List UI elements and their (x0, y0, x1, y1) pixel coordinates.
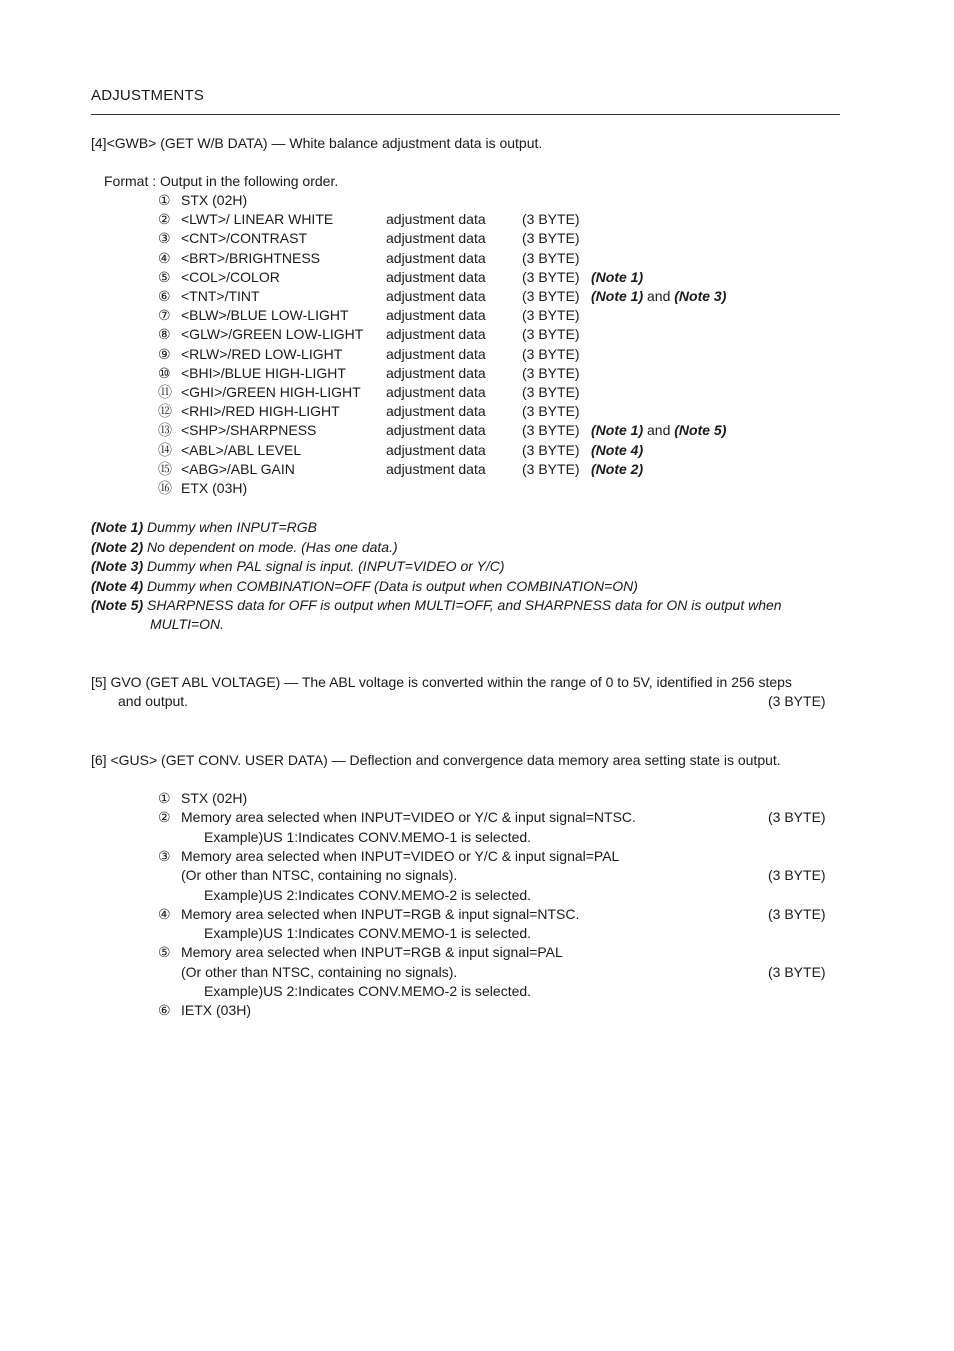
item-number: ⑭ (158, 441, 172, 458)
item-notes (591, 441, 643, 460)
item-description: adjustment data (386, 249, 486, 266)
item-number: ⑫ (158, 403, 172, 420)
item-description: adjustment data (386, 403, 486, 420)
note-ref: (Note 1) (591, 288, 644, 304)
item-number: ⑨ (158, 345, 171, 362)
item-description: adjustment data (386, 460, 486, 477)
header-rule (91, 114, 840, 115)
item-size: (3 BYTE) (522, 211, 580, 228)
item-number: ⑥ (158, 288, 171, 304)
item-number: ⑥ (158, 1002, 171, 1019)
note-ref: (Note 1) (591, 268, 644, 285)
item-size: (3 BYTE) (768, 905, 826, 922)
note-ref: (Note 1) (591, 422, 644, 439)
item-size: (3 BYTE) (522, 326, 580, 343)
item-size: (3 BYTE) (522, 345, 580, 362)
item-size: (3 BYTE) (522, 288, 580, 304)
item-name: <GHI>/GREEN HIGH-LIGHT (181, 384, 361, 400)
item-text: Memory area selected when INPUT=RGB & input signal=NTSC. (181, 905, 580, 922)
item-number: ⑦ (158, 307, 171, 324)
item-name: <LWT>/ LINEAR WHITE (181, 211, 334, 228)
item-number: ② (158, 211, 171, 228)
note-line (91, 577, 638, 596)
item-description: adjustment data (386, 268, 486, 285)
item-number: ⑩ (158, 364, 171, 381)
item-number: ④ (158, 249, 171, 266)
item-text: Example)US 1:Indicates CONV.MEMO-1 is selected. (204, 925, 532, 942)
item-text: Memory area selected when INPUT=RGB & input signal=PAL (181, 944, 563, 961)
item-size: (3 BYTE) (522, 249, 580, 266)
item-text: Memory area selected when INPUT=VIDEO or Y/C & input signal=NTSC. (181, 809, 636, 826)
note-label: (Note 2) (91, 538, 144, 555)
item-name: <GLW>/GREEN LOW-LIGHT (181, 326, 364, 343)
item-number: ③ (158, 230, 171, 247)
section-4-format: Format : Output in the following order. (104, 173, 339, 189)
item-description: adjustment data (386, 384, 486, 400)
item-text: Example)US 2:Indicates CONV.MEMO-2 is selected. (204, 983, 532, 999)
item-name: STX (02H) (181, 192, 248, 208)
item-text: IETX (03H) (181, 1002, 252, 1019)
item-notes (591, 287, 726, 306)
item-text: Memory area selected when INPUT=VIDEO or Y/C & input signal=PAL (181, 847, 620, 864)
item-description: adjustment data (386, 307, 486, 324)
item-notes (591, 460, 643, 479)
section-6-heading: [6] <GUS> (GET CONV. USER DATA) — Deflection and convergence data memory area setting state is output. (91, 752, 781, 768)
item-number: ⑤ (158, 268, 171, 285)
item-name: ETX (03H) (181, 480, 248, 496)
item-name: <TNT>/TINT (181, 288, 260, 304)
note-label: (Note 1) (91, 519, 144, 535)
and-word: and (643, 288, 675, 304)
item-number: ⑯ (158, 480, 172, 496)
note-label: (Note 5) (91, 597, 144, 613)
item-description: adjustment data (386, 422, 486, 439)
note-ref: (Note 5) (674, 422, 727, 439)
item-size: (3 BYTE) (522, 403, 580, 420)
item-name: <COL>/COLOR (181, 268, 280, 285)
note-line (91, 518, 317, 537)
item-text: Example)US 2:Indicates CONV.MEMO-2 is selected. (204, 886, 532, 903)
item-size: (3 BYTE) (522, 268, 580, 285)
item-name: <RHI>/RED HIGH-LIGHT (181, 403, 340, 420)
item-name: <ABG>/ABL GAIN (181, 460, 295, 477)
note-ref: (Note 2) (591, 460, 644, 477)
item-number: ⑧ (158, 326, 171, 343)
item-number: ③ (158, 847, 171, 864)
item-number: ⑤ (158, 944, 171, 961)
item-number: ② (158, 809, 171, 826)
item-number: ④ (158, 905, 171, 922)
item-size: (3 BYTE) (768, 963, 826, 980)
item-text: (Or other than NTSC, containing no signals). (181, 963, 458, 980)
item-text: Example)US 1:Indicates CONV.MEMO-1 is selected. (204, 828, 532, 845)
note-line (91, 596, 782, 615)
and-word: and (643, 422, 675, 439)
item-size: (3 BYTE) (522, 230, 580, 247)
item-name: <ABL>/ABL LEVEL (181, 441, 302, 458)
note-text: SHARPNESS data for OFF is output when MULTI=OFF, and SHARPNESS data for ON is output when (143, 597, 782, 613)
item-description: adjustment data (386, 441, 486, 458)
item-name: <BLW>/BLUE LOW-LIGHT (181, 307, 349, 324)
item-name: <BHI>/BLUE HIGH-LIGHT (181, 364, 346, 381)
note-text: Dummy when INPUT=RGB (143, 519, 317, 535)
item-name: <SHP>/SHARPNESS (181, 422, 317, 439)
note-ref: (Note 4) (591, 441, 644, 458)
note-label: (Note 3) (91, 558, 144, 574)
item-number: ⑪ (158, 384, 172, 400)
item-size: (3 BYTE) (522, 460, 580, 477)
item-name: <BRT>/BRIGHTNESS (181, 249, 321, 266)
item-size: (3 BYTE) (768, 809, 826, 826)
item-name: <CNT>/CONTRAST (181, 230, 308, 247)
note-label: (Note 4) (91, 577, 144, 594)
item-size: (3 BYTE) (522, 364, 580, 381)
section-5-heading: [5] GVO (GET ABL VOLTAGE) — The ABL voltage is converted within the range of 0 to 5V, identified in 256 steps (91, 674, 792, 690)
item-number: ⑮ (158, 460, 172, 477)
item-description: adjustment data (386, 364, 486, 381)
item-size: (3 BYTE) (522, 422, 580, 439)
section-4-heading: [4]<GWB> (GET W/B DATA) — White balance adjustment data is output. (91, 135, 543, 151)
item-size: (3 BYTE) (522, 384, 580, 400)
note-line (91, 538, 398, 557)
section-5-size: (3 BYTE) (768, 693, 826, 709)
item-description: adjustment data (386, 230, 486, 247)
section-5-continuation: and output. (118, 693, 189, 709)
item-notes (591, 268, 643, 287)
item-size: (3 BYTE) (768, 867, 826, 884)
note-text: Dummy when PAL signal is input. (INPUT=VIDEO or Y/C) (143, 558, 505, 574)
item-description: adjustment data (386, 326, 486, 343)
note-text: Dummy when COMBINATION=OFF (Data is output when COMBINATION=ON) (143, 577, 638, 594)
item-notes (591, 421, 726, 440)
item-number: ① (158, 790, 171, 806)
item-size: (3 BYTE) (522, 307, 580, 324)
note-continuation: MULTI=ON. (150, 616, 225, 632)
item-description: adjustment data (386, 288, 486, 304)
item-number: ⑬ (158, 422, 172, 439)
item-number: ① (158, 192, 171, 208)
note-text: No dependent on mode. (Has one data.) (143, 538, 398, 555)
item-text: (Or other than NTSC, containing no signals). (181, 867, 458, 884)
page-title: ADJUSTMENTS (91, 87, 205, 104)
item-description: adjustment data (386, 211, 486, 228)
item-size: (3 BYTE) (522, 441, 580, 458)
note-ref: (Note 3) (674, 288, 727, 304)
item-name: <RLW>/RED LOW-LIGHT (181, 345, 343, 362)
item-description: adjustment data (386, 345, 486, 362)
item-text: STX (02H) (181, 790, 248, 806)
note-line (91, 557, 505, 576)
